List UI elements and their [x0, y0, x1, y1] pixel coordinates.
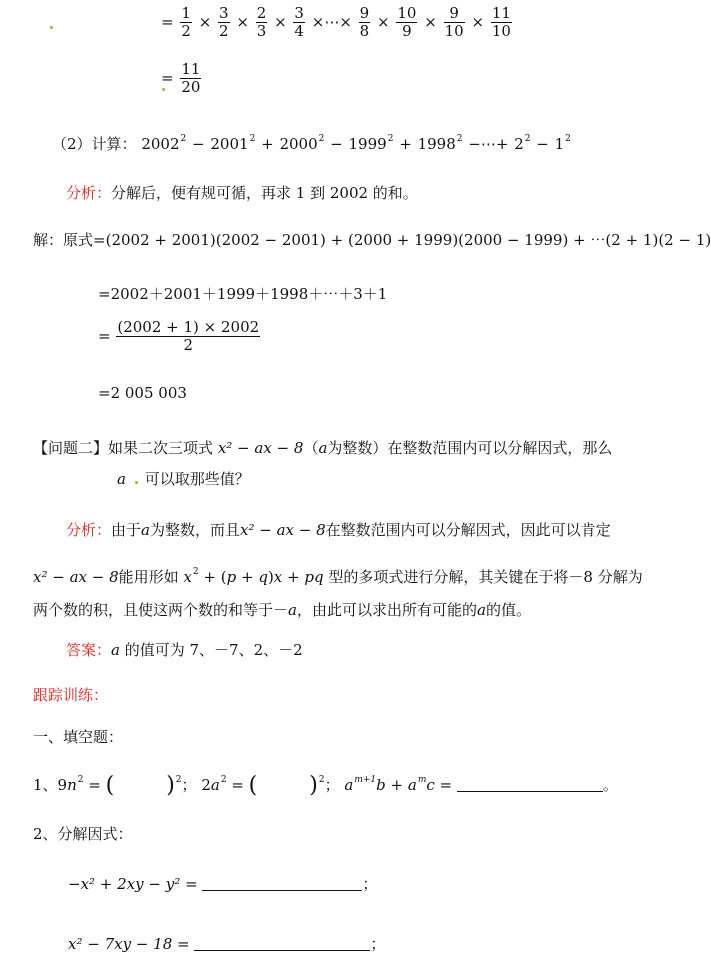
question-2-line-2: a 可以取那些值？ [117, 470, 250, 488]
question-label: 【问题二】 [33, 439, 109, 457]
analysis-2-line-2: x² − ax − 8能用形如 $x^2 + (p + q)x$ + pq 型的多项式进行分解，其关键在于将－8 分解为 [33, 567, 643, 586]
question-2: 【问题二】如果二次三项式 x² − ax − 8（a为整数）在整数范围内可以分解因式，那么 [33, 439, 613, 457]
analysis-label: 分析： [66, 521, 112, 539]
ellipsis: ×⋯× [311, 12, 352, 31]
answer-blank[interactable] [194, 936, 370, 951]
analysis-1 [66, 186, 418, 201]
question-2a: −x² + 2xy − y² = ； [68, 875, 378, 893]
decorative-dot [50, 26, 53, 29]
fraction: $\frac{9}{10}$ [444, 4, 464, 40]
solution-line-1: 解：原式=(2002 + 2001)(2002 − 2001) + (2000 + 1999)(2000 − 1999) + ⋯(2 + 1)(2 − 1) [33, 231, 711, 249]
analysis-2-line-1: 分析：由于a为整数，而且x² − ax − 8在整数范围内可以分解因式，因此可以肯定 [66, 521, 611, 539]
times-sign: × [424, 12, 437, 31]
question-1: 1、$9n^2$ = ( )$^2$； $2a^2$ = ( )$^2$； $a^{m+1}b + a^mc$ = 。 [33, 773, 618, 798]
fraction: $\frac{3}{4}$ [294, 4, 304, 40]
fraction: $\frac{2}{3}$ [256, 4, 267, 40]
equals-sign: = [161, 12, 174, 31]
times-sign: × [471, 12, 485, 31]
times-sign: × [274, 12, 287, 31]
problem-label: （2）计算： [52, 135, 137, 153]
answer-blank[interactable] [457, 777, 603, 792]
solution-line-3: = $\frac{(2002 + 1) \times 2002}{2}$ [98, 318, 260, 354]
solution-label: 解：原式 [33, 231, 94, 249]
solution-line-4: =2 005 003 [98, 384, 187, 402]
answer-blank[interactable] [202, 876, 362, 891]
product-line [160, 6, 513, 40]
analysis-text: 分解后，便有规可循，再求 1 到 2002 的和。 [111, 184, 418, 202]
solution-expression: (2002 + 2001)(2002 − 2001) + (2000 + 1999)(2000 − 1999) + ⋯(2 + 1)(2 − 1) [105, 231, 711, 249]
fraction: $\frac{11}{10}$ [491, 4, 511, 40]
fraction: $\frac{1}{2}$ [181, 4, 191, 40]
times-sign: × [377, 12, 390, 31]
answer-line: 答案：a 的值可为 7、－7、2、－2 [66, 641, 303, 659]
fraction: $\frac{11}{20}$ [181, 60, 201, 96]
polynomial: x² − ax − 8 [217, 439, 304, 457]
analysis-label: 分析： [66, 184, 112, 202]
analysis-2-line-3: 两个数的积，且使这两个数的和等于－a，由此可以求出所有可能的a的值。 [33, 601, 531, 619]
fraction: $\frac{3}{2}$ [219, 4, 229, 40]
answer-label: 答案： [66, 641, 112, 659]
section-1-title: 一、填空题： [33, 728, 124, 746]
fraction: $\frac{9}{8}$ [359, 4, 370, 40]
question-2-title: 2、分解因式： [33, 825, 133, 843]
question-2b: x² − 7xy − 18 = ； [68, 935, 386, 953]
fraction: $\frac{10}{9}$ [397, 4, 417, 40]
equals-sign: = [161, 68, 174, 87]
product-result [160, 62, 202, 96]
tracking-title: 跟踪训练： [33, 686, 109, 704]
solution-line-2: =2002＋2001＋1999＋1998＋⋯＋3＋1 [98, 285, 388, 303]
times-sign: × [236, 12, 249, 31]
fraction: $\frac{(2002 + 1) \times 2002}{2}$ [117, 318, 260, 354]
problem-2-statement: （2）计算： 2002$^2$ − 2001$^2$ + 2000$^2$ − 1999$^2$ + 1998$^2$ −⋯+ $2^2 - 1^2$ [52, 134, 571, 153]
times-sign: × [198, 12, 212, 31]
